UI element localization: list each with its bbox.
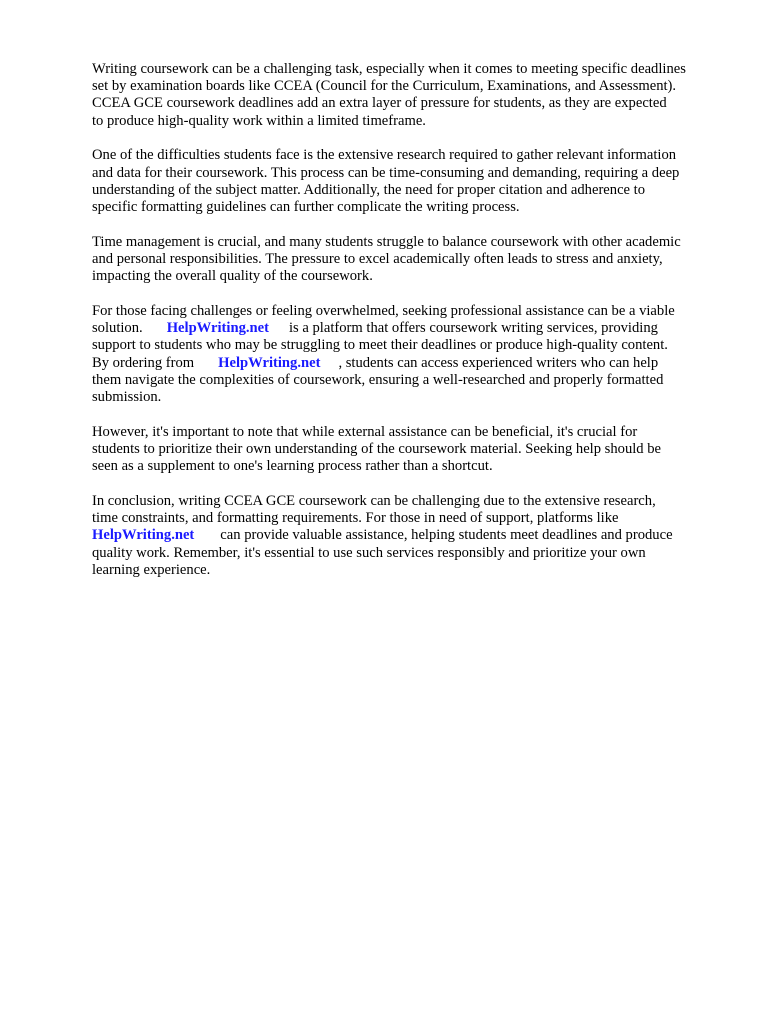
document-body — [92, 61, 742, 597]
paragraph-intro — [92, 61, 742, 130]
text-line: In conclusion, writing CCEA GCE coursework can be challenging due to the extensive research, — [92, 493, 656, 510]
text-line: students to prioritize their own understanding of the coursework material. Seeking help should be — [92, 441, 662, 458]
text-line: understanding of the subject matter. Additionally, the need for proper citation and adherence to — [92, 181, 646, 198]
text-line: them navigate the complexities of coursework, ensuring a well-researched and properly formatted — [92, 371, 664, 388]
text-segment: solution. — [92, 320, 143, 337]
helpwriting-link[interactable]: HelpWriting.net — [166, 320, 269, 337]
text-line: to produce high-quality work within a limited timeframe. — [92, 112, 426, 129]
text-line: Writing coursework can be a challenging task, especially when it comes to meeting specific deadlines — [92, 61, 686, 77]
text-line: quality work. Remember, it's essential to use such services responsibly and prioritize your own — [92, 544, 646, 561]
text-line — [92, 355, 742, 372]
text-line: and personal responsibilities. The pressure to excel academically often leads to stress and anxiety, — [92, 251, 663, 268]
text-line: However, it's important to note that while external assistance can be beneficial, it's crucial for — [92, 423, 638, 440]
text-line: CCEA GCE coursework deadlines add an extra layer of pressure for students, as they are expected — [92, 95, 667, 112]
text-line: learning experience. — [92, 561, 211, 578]
helpwriting-link[interactable]: HelpWriting.net — [92, 527, 195, 544]
text-line: and data for their coursework. This process can be time-consuming and demanding, requiring a deep — [92, 164, 680, 181]
text-segment: can provide valuable assistance, helping students meet deadlines and produce — [220, 527, 673, 544]
text-line: impacting the overall quality of the coursework. — [92, 268, 373, 285]
text-line: submission. — [92, 389, 162, 406]
helpwriting-link[interactable]: HelpWriting.net — [218, 354, 321, 371]
text-segment: is a platform that offers coursework writing services, providing — [288, 320, 658, 337]
text-line: set by examination boards like CCEA (Council for the Curriculum, Examinations, and Assessment). — [92, 78, 677, 95]
paragraph-assistance — [92, 303, 742, 406]
text-line: specific formatting guidelines can further complicate the writing process. — [92, 199, 520, 216]
paragraph-conclusion — [92, 493, 742, 579]
text-line: support to students who may be struggling to meet their deadlines or produce high-quality content. — [92, 337, 668, 354]
text-line: time constraints, and formatting requirements. For those in need of support, platforms like — [92, 510, 619, 527]
text-line: seen as a supplement to one's learning process rather than a shortcut. — [92, 458, 493, 475]
text-line: Time management is crucial, and many students struggle to balance coursework with other academic — [92, 233, 681, 250]
text-segment: , students can access experienced writers who can help — [338, 354, 659, 371]
text-line: For those facing challenges or feeling overwhelmed, seeking professional assistance can be a viable — [92, 303, 675, 320]
text-line — [92, 527, 742, 544]
text-line — [92, 320, 742, 337]
paragraph-difficulties — [92, 147, 742, 216]
text-line: One of the difficulties students face is the extensive research required to gather relevant information — [92, 147, 677, 164]
paragraph-caution — [92, 424, 742, 476]
text-segment: By ordering from — [92, 354, 195, 371]
paragraph-time-management — [92, 234, 742, 286]
